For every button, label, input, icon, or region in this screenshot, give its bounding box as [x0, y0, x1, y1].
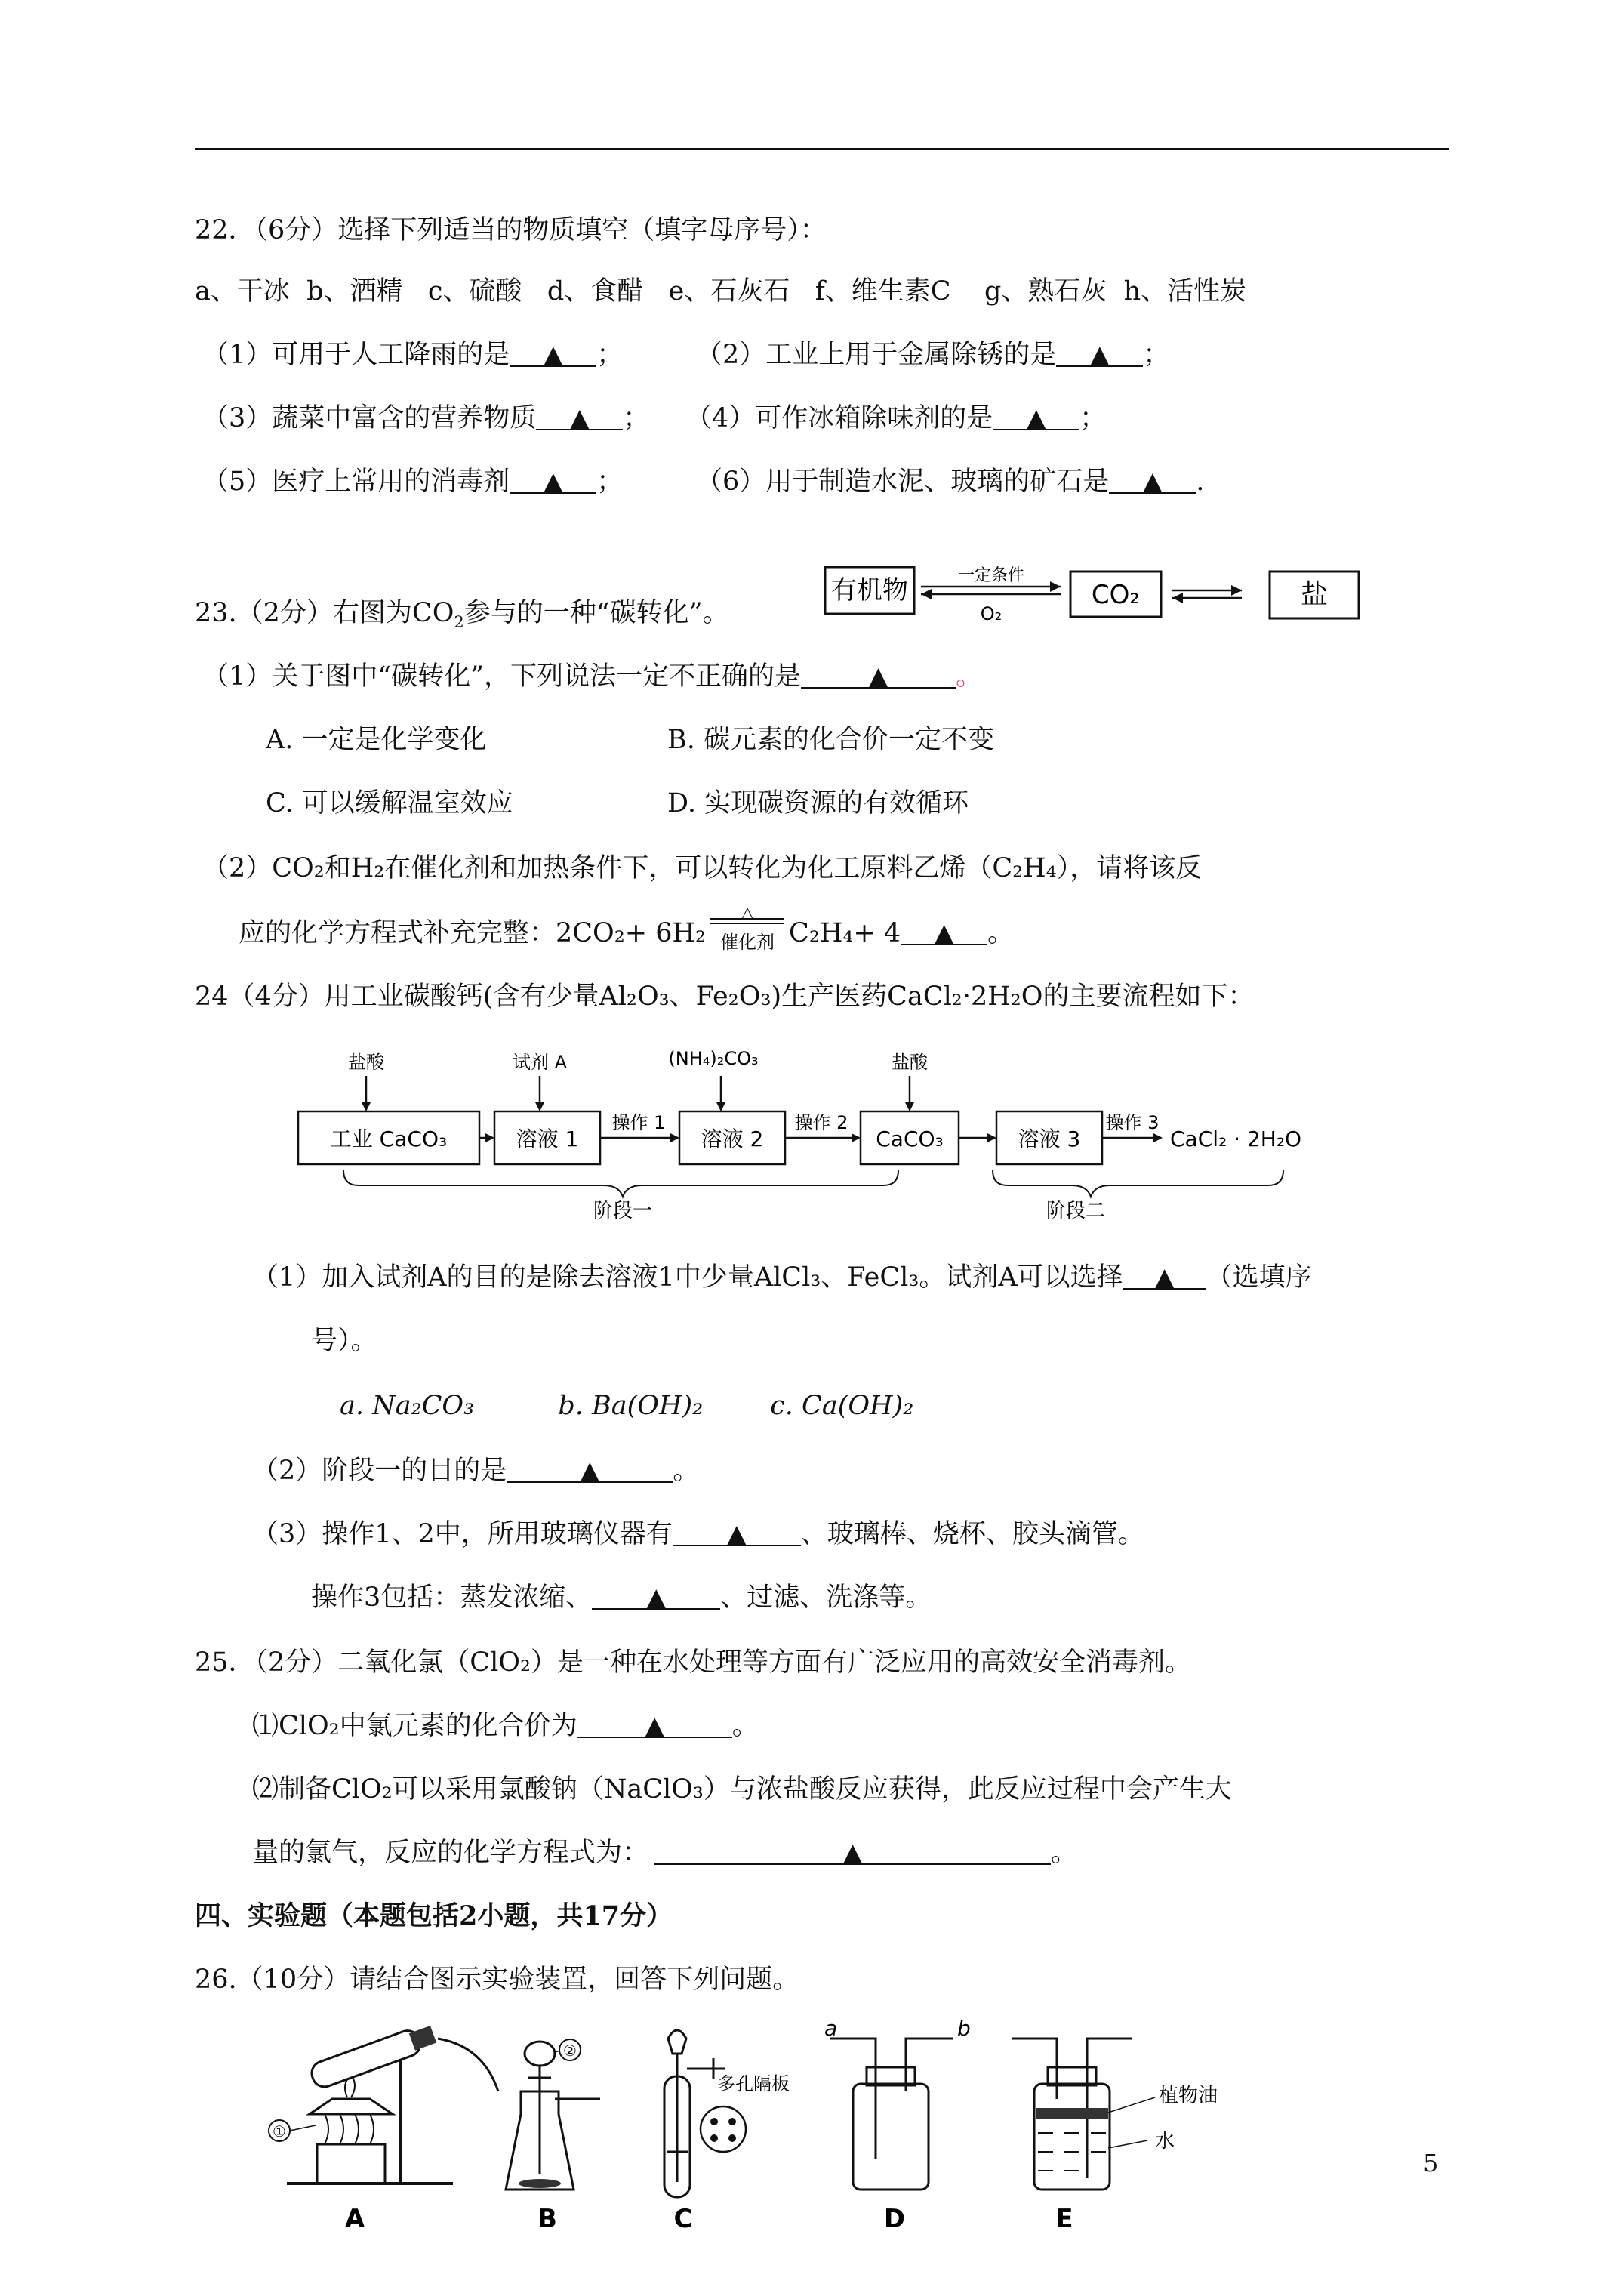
answer-blank[interactable]: ▲ — [654, 1836, 1051, 1865]
q23-option-b: B. 碳元素的化合价一定不变 — [667, 725, 994, 755]
answer-blank[interactable]: ▲ — [1123, 1261, 1206, 1290]
flow-reagent-4: 盐酸 — [892, 1052, 928, 1073]
q23-option-a: A. 一定是化学变化 — [266, 725, 487, 755]
q25-q1: ⑴ClO₂中氯元素的化合价为 ▲ 。 — [252, 1711, 759, 1741]
flow-stage-1: 阶段一 — [593, 1200, 653, 1222]
porous-plate-label: 多孔隔板 — [717, 2073, 790, 2094]
circle-label-2: ② — [563, 2042, 577, 2060]
answer-blank[interactable]: ▲ — [592, 1581, 720, 1610]
flow-box-1-label: 工业 CaCO₃ — [330, 1126, 448, 1151]
q26-stem: 26.（10分）请结合图示实验装置，回答下列问题。 — [195, 1965, 799, 1995]
flow-box-2-label: 溶液 1 — [516, 1126, 579, 1151]
water-label: 水 — [1155, 2130, 1175, 2153]
q22-options: a、干冰 b、酒精 c、硫酸 d、食醋 e、石灰石 f、维生素C g、熟石灰 h、活性炭 — [195, 276, 1247, 307]
answer-blank[interactable]: ▲ — [507, 1454, 673, 1483]
q24-q1-line1: （1）加入试剂A的目的是除去溶液1中少量AlCl₃、FeCl₃。试剂A可以选择 ▲ （选填序 — [252, 1262, 1312, 1293]
flow-reagent-1: 盐酸 — [348, 1052, 384, 1073]
q25-q2-line2: 量的氯气，反应的化学方程式为： ▲ 。 — [252, 1838, 1078, 1868]
oil-label: 植物油 — [1159, 2085, 1218, 2107]
q23-q1: （1）关于图中“碳转化”，下列说法一定不正确的是 ▲ 。 — [202, 661, 983, 692]
q22-part3: （3）蔬菜中富含的营养物质 ▲ ； — [202, 403, 650, 433]
apparatus-b — [506, 2039, 600, 2190]
circle-label-1: ① — [273, 2122, 286, 2140]
label-o2: O₂ — [980, 603, 1002, 624]
flow-reagent-2: 试剂 A — [512, 1052, 568, 1073]
answer-blank[interactable]: ▲ — [801, 660, 956, 689]
answer-blank[interactable]: ▲ — [577, 1709, 732, 1738]
q22-part1: （1）可用于人工降雨的是 ▲ ； — [202, 340, 624, 370]
q26-apparatus-figure — [257, 2008, 1261, 2235]
header-rule — [195, 148, 1449, 150]
answer-blank[interactable]: ▲ — [510, 338, 596, 367]
flow-box-3-label: 溶液 2 — [701, 1126, 764, 1151]
flow-stage-2: 阶段二 — [1046, 1200, 1106, 1222]
label-organic: 有机物 — [831, 575, 908, 606]
apparatus-label-e: E — [1055, 2204, 1073, 2234]
q23-stem: 23.（2分）右图为$CO_2$参与的一种“碳转化”。 — [195, 598, 729, 631]
apparatus-c — [664, 2030, 790, 2197]
flow-reagent-3: (NH₄)₂CO₃ — [668, 1048, 759, 1069]
q24-q2: （2）阶段一的目的是 ▲ 。 — [252, 1456, 700, 1486]
q25-stem: 25．（2分）二氧化氯（ClO₂）是一种在水处理等方面有广泛应用的高效安全消毒剂。 — [195, 1647, 1192, 1678]
answer-blank[interactable]: ▲ — [993, 402, 1079, 430]
q23-option-d: D. 实现碳资源的有效循环 — [667, 788, 969, 818]
q25-q2-line1: ⑵制备ClO₂可以采用氯酸钠（NaClO₃）与浓盐酸反应获得，此反应过程中会产生大 — [252, 1774, 1232, 1804]
q24-q3b: 操作3包括：蒸发浓缩、 ▲ 、过滤、洗涤等。 — [311, 1583, 932, 1613]
port-b-label: b — [957, 2016, 971, 2041]
q24-q1-options: a. Na₂CO₃ b. Ba(OH)₂ c. Ca(OH)₂ — [340, 1391, 914, 1421]
section-4-heading: 四、实验题（本题包括2小题，共17分） — [195, 1900, 673, 1931]
q24-q1-line2: 号）。 — [311, 1326, 377, 1356]
flow-box-5-label: 溶液 3 — [1018, 1126, 1081, 1151]
q23-q2-line2: 应的化学方程式补充完整：2CO₂+ 6H₂ △ 催化剂 C₂H₄+ 4 ▲ 。 — [239, 904, 1015, 953]
q24-q3: （3）操作1、2中，所用玻璃仪器有 ▲ 、玻璃棒、烧杯、胶头滴管。 — [252, 1519, 1144, 1549]
answer-blank[interactable]: ▲ — [536, 402, 623, 430]
q23-q2-line1: （2）CO₂和H₂在催化剂和加热条件下，可以转化为化工原料乙烯（C₂H₄），请将该反 — [202, 853, 1203, 883]
apparatus-e — [1012, 2039, 1218, 2190]
apparatus-label-a: A — [344, 2204, 365, 2234]
answer-blank[interactable]: ▲ — [1056, 338, 1143, 367]
flow-product: CaCl₂ · 2H₂O — [1170, 1126, 1302, 1151]
answer-blank[interactable]: ▲ — [1109, 465, 1196, 494]
flow-box-4-label: CaCO₃ — [876, 1126, 944, 1151]
label-condition: 一定条件 — [957, 566, 1025, 585]
q22-stem: 22．（6分）选择下列适当的物质填空（填字母序号）： — [195, 215, 827, 245]
answer-blank[interactable]: ▲ — [673, 1518, 801, 1546]
label-co2: CO₂ — [1091, 580, 1141, 610]
q23-option-c: C. 可以缓解温室效应 — [266, 788, 513, 818]
answer-blank[interactable]: ▲ — [901, 917, 987, 945]
carbon-conversion-diagram — [819, 562, 1378, 630]
answer-blank[interactable]: ▲ — [510, 465, 596, 494]
q22-part5: （5）医疗上常用的消毒剂 ▲ ； — [202, 467, 624, 497]
flow-op-2: 操作 2 — [794, 1112, 848, 1133]
q22-part6: （6）用于制造水泥、玻璃的矿石是 ▲ . — [696, 467, 1205, 497]
flow-op-3: 操作 3 — [1105, 1112, 1160, 1133]
apparatus-label-b: B — [537, 2204, 557, 2234]
q22-part4: （4）可作冰箱除味剂的是 ▲ ； — [685, 403, 1107, 433]
q24-stem: 24（4分）用工业碳酸钙(含有少量Al₂O₃、Fe₂O₃)生产医药CaCl₂·2H₂O的主要流程如下： — [195, 982, 1255, 1012]
apparatus-a — [269, 2022, 498, 2184]
port-a-label: a — [824, 2016, 838, 2041]
q24-flow-diagram — [287, 1042, 1313, 1223]
page-number: 5 — [1423, 2149, 1439, 2177]
flow-op-1: 操作 1 — [611, 1112, 666, 1133]
label-salt: 盐 — [1300, 579, 1329, 610]
reaction-condition: △ 催化剂 — [710, 917, 784, 950]
apparatus-label-d: D — [883, 2204, 906, 2234]
q22-part2: （2）工业上用于金属除锈的是 ▲ ； — [696, 340, 1170, 370]
apparatus-d — [824, 2016, 971, 2190]
apparatus-label-c: C — [673, 2204, 693, 2234]
